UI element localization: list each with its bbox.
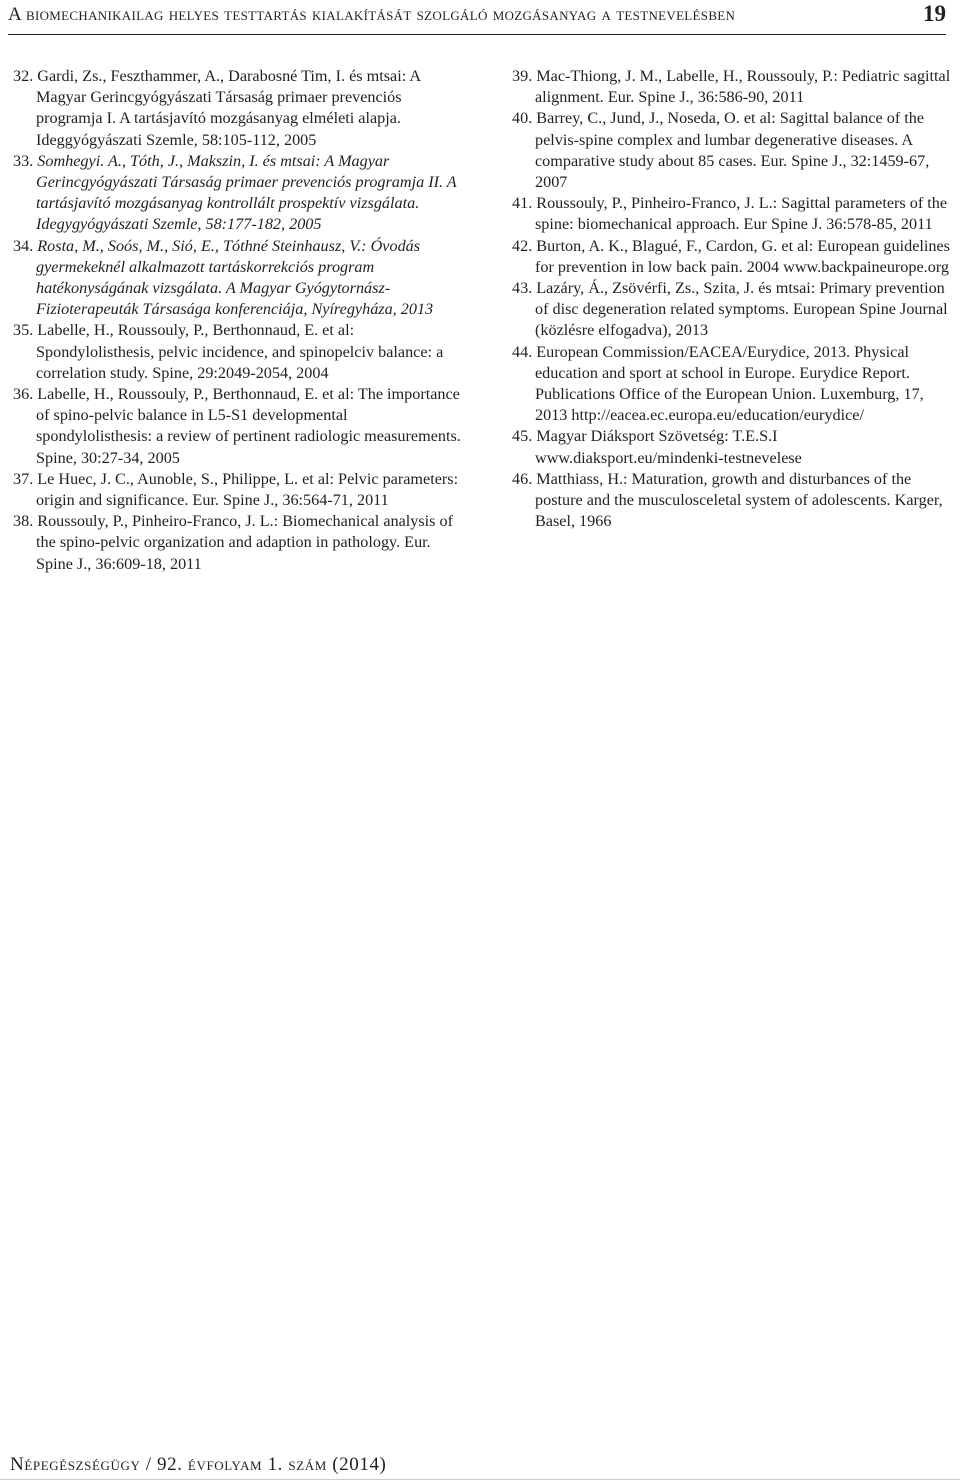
reference-text: Roussouly, P., Pinheiro-Franco, J. L.: Biomechanical analysis of the spino-pelvic organization and adaption in pathology. Eur. Spine J., 36:609-18, 2011 [36,512,454,573]
reference-item [512,66,952,108]
reference-number: 33. [13,151,34,170]
running-title: A biomechanikailag helyes testtartás kialakítását szolgáló mozgásanyag a testnevelésben [8,4,736,25]
reference-number: 34. [13,236,34,255]
reference-text: Magyar Diáksport Szövetség: T.E.S.I www.diaksport.eu/mindenki-testnevelese [535,427,802,467]
reference-text: Somhegyi. A., Tóth, J., Makszin, I. és mtsai: A Magyar Gerincgyógyászati Társaság primaer prevenciós programja II. A tartásjavító mozgásanyag kontrollált prospektív vizsgálata. Idegygyógyászati Szemle, 58:177-182, 2005 [36,151,457,234]
reference-text: Rosta, M., Soós, M., Sió, E., Tóthné Steinhausz, V.: Óvodás gyermekeknél alkalmazott tartáskorrekciós program hatékonyságának vizsgálata. A Magyar Gyógytornász-Fizioterapeuták Társasága konferenciája, Nyíregyháza, 2013 [36,236,434,319]
reference-text: Barrey, C., Jund, J., Noseda, O. et al: Sagittal balance of the pelvis-spine complex and lumbar degenerative diseases. A comparative study about 85 cases. Eur. Spine J., 32:1459-67, 2007 [535,109,930,192]
reference-item [13,384,461,469]
reference-number: 39. [512,67,533,85]
reference-item [13,151,461,236]
reference-text: Gardi, Zs., Feszthammer, A., Darabosné Tim, I. és mtsai: A Magyar Gerincgyógyászati Társaság primaer prevenciós programja I. A tartásjavító mozgásanyag elméleti alapja. Ideggyógyászati Szemle, 58:105-112, 2005 [36,67,421,149]
reference-item [13,511,461,575]
reference-number: 37. [13,469,34,488]
reference-text: Labelle, H., Roussouly, P., Berthonnaud, E. et al: Spondylolisthesis, pelvic incidence, and spinopelciv balance: a correlation study. Spine, 29:2049-2054, 2004 [36,321,444,382]
reference-item [512,236,952,278]
reference-number: 42. [512,236,533,255]
reference-item [512,342,952,427]
reference-item [13,66,461,151]
reference-item [13,320,461,384]
journal-footer: Népegészségügy / 92. évfolyam 1. szám (2014) [10,1454,387,1475]
reference-text: European Commission/EACEA/Eurydice, 2013. Physical education and sport at school in Europe. Eurydice Report. Publications Office of the European Union. Luxemburg, 17, 2013 http://eacea.ec.europa.eu/education/eurydice/ [535,342,924,425]
reference-number: 40. [512,109,533,128]
reference-number: 41. [512,194,533,213]
reference-item [13,236,461,321]
reference-item [512,469,952,533]
reference-text: Roussouly, P., Pinheiro-Franco, J. L.: Sagittal parameters of the spine: biomechanical approach. Eur Spine J. 36:578-85, 2011 [535,194,948,234]
references-right-column [512,66,952,532]
reference-number: 35. [13,321,34,340]
references-left-column [13,66,461,575]
reference-number: 43. [512,279,533,298]
reference-item [512,426,952,468]
reference-item [512,108,952,193]
reference-text: Mac-Thiong, J. M., Labelle, H., Roussouly, P.: Pediatric sagittal alignment. Eur. Spine J., 36:586-90, 2011 [535,67,951,107]
reference-text: Matthiass, H.: Maturation, growth and disturbances of the posture and the musculosceletal system of adolescents. Karger, Basel, 1966 [535,469,943,531]
reference-item [512,193,952,235]
footer-divider [0,1479,960,1480]
reference-text: Le Huec, J. C., Aunoble, S., Philippe, L. et al: Pelvic parameters: origin and significance. Eur. Spine J., 36:564-71, 2011 [36,469,459,510]
reference-number: 38. [13,512,34,531]
reference-text: Labelle, H., Roussouly, P., Berthonnaud, E. et al: The importance of spino-pelvic balance in L5-S1 developmental spondylolisthesis: a review of pertinent radiologic measurements. Spine, 30:27-34, 2005 [36,385,461,467]
reference-number: 45. [512,427,533,446]
reference-number: 46. [512,469,533,488]
reference-text: Burton, A. K., Blagué, F., Cardon, G. et al: European guidelines for prevention in low back pain. 2004 www.backpaineurope.org [535,236,950,276]
reference-text: Lazáry, Á., Zsövérfi, Zs., Szita, J. és mtsai: Primary prevention of disc degeneration related symptoms. European Spine Journal (közlésre elfogadva), 2013 [535,279,948,340]
reference-number: 44. [512,342,533,361]
reference-number: 36. [13,385,34,404]
reference-item [512,278,952,342]
running-header [8,0,946,35]
reference-item [13,469,461,511]
page-number: 19 [923,1,946,26]
reference-number: 32. [13,67,34,85]
